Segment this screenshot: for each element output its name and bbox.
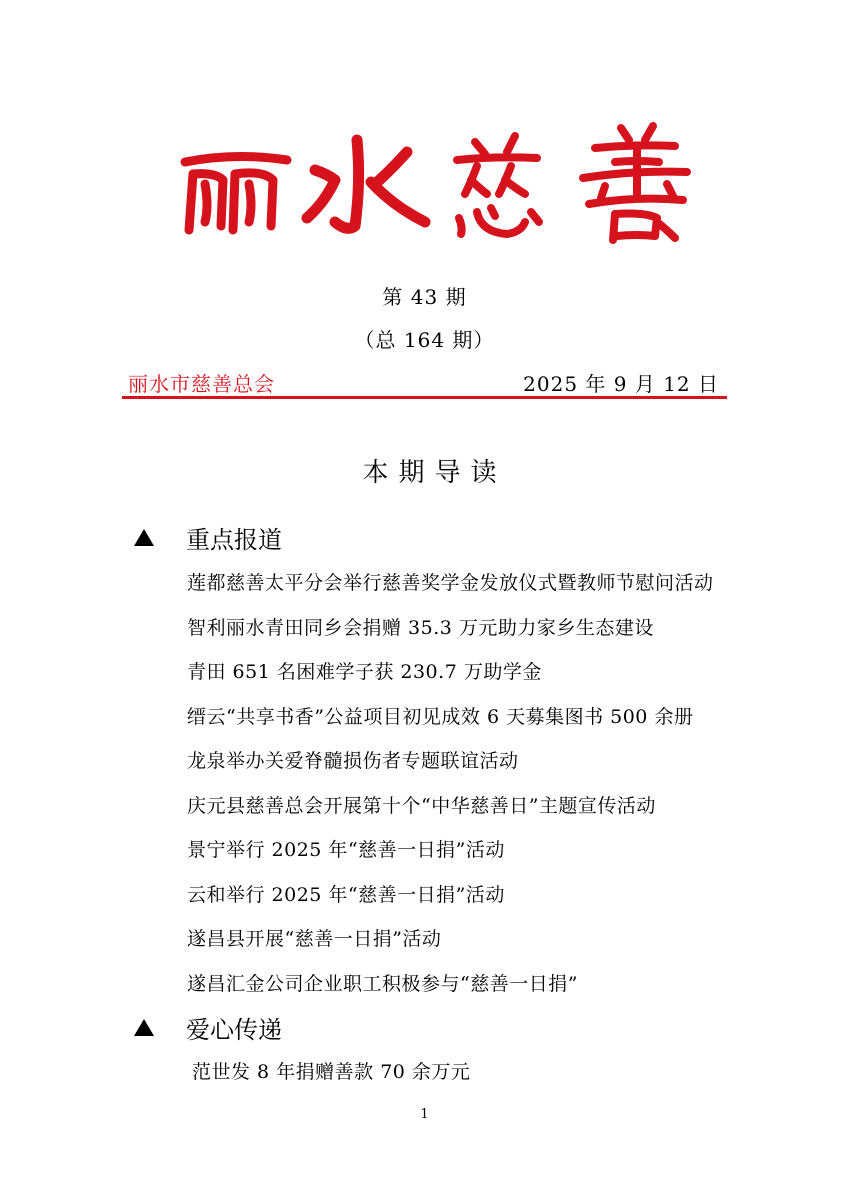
toc-item: 遂昌县开展“慈善一日捐”活动 bbox=[187, 928, 442, 950]
publication-date: 2025 年 9 月 12 日 bbox=[523, 372, 719, 396]
toc-item: 庆元县慈善总会开展第十个“中华慈善日”主题宣传活动 bbox=[187, 795, 656, 817]
toc-item: 遂昌汇金公司企业职工积极参与“慈善一日捐” bbox=[187, 973, 578, 995]
section-heading-featured bbox=[134, 520, 282, 555]
toc-item: 云和举行 2025 年“慈善一日捐”活动 bbox=[187, 884, 505, 906]
section-heading-label: 重点报道 bbox=[186, 526, 282, 554]
issue-number: 第 43 期 bbox=[382, 285, 467, 309]
issue-total: （总 164 期） bbox=[354, 328, 495, 352]
toc-item: 青田 651 名困难学子获 230.7 万助学金 bbox=[187, 661, 542, 683]
toc-item: 龙泉举办关爱脊髓损伤者专题联谊活动 bbox=[187, 750, 519, 772]
triangle-bullet-icon bbox=[134, 529, 154, 546]
page-number: 1 bbox=[420, 1107, 429, 1122]
section-heading-love bbox=[134, 1010, 282, 1045]
toc-item: 智利丽水青田同乡会捐赠 35.3 万元助力家乡生态建设 bbox=[187, 617, 654, 639]
triangle-bullet-icon bbox=[134, 1019, 154, 1036]
toc-item: 景宁举行 2025 年“慈善一日捐”活动 bbox=[187, 839, 505, 861]
toc-item: 莲都慈善太平分会举行慈善奖学金发放仪式暨教师节慰问活动 bbox=[187, 572, 714, 594]
toc-item: 范世发 8 年捐赠善款 70 余万元 bbox=[192, 1061, 471, 1083]
masthead-logo bbox=[175, 122, 695, 252]
header-divider bbox=[122, 396, 727, 399]
publisher-name: 丽水市慈善总会 bbox=[128, 372, 275, 396]
toc-item: 缙云“共享书香”公益项目初见成效 6 天募集图书 500 余册 bbox=[187, 706, 694, 728]
toc-title: 本期导读 bbox=[362, 458, 507, 488]
section-heading-label: 爱心传递 bbox=[186, 1016, 282, 1044]
